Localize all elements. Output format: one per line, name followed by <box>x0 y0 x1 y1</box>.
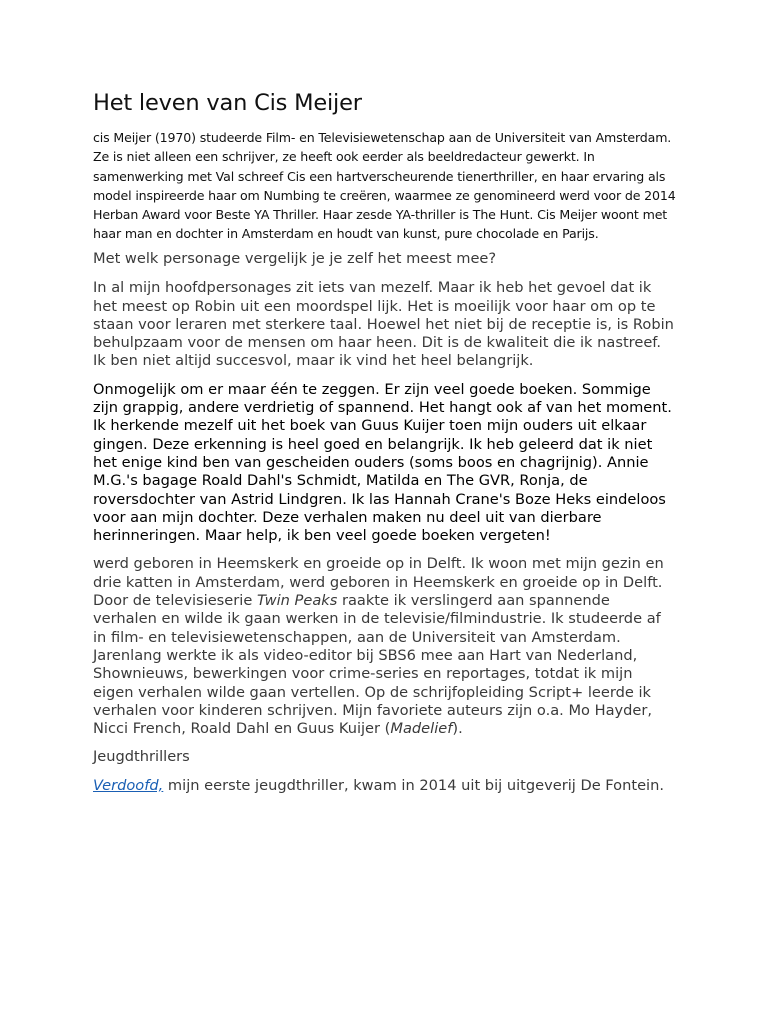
section-heading-jeugdthrillers: Jeugdthrillers <box>93 748 190 766</box>
author-bio-paragraph: cis Meijer (1970) studeerde Film- en Televisiewetenschap aan de Universiteit van Amsterdam. Ze is niet alleen een schrijver, ze heeft ook eerder als beeldredacteur gewerkt. In samenwerking met Val schreef Cis een hartverscheurende tienerthriller, en haar ervaring als model inspireerde haar om Numbing te creëren, waarmee ze genomineerd werd voor de 2014 Herban Award voor Beste YA Thriller. Haar zesde YA-thriller is The Hunt. Cis Meijer woont met haar man en dochter in Amsterdam en houdt van kunst, pure chocolade en Parijs. <box>93 130 676 242</box>
book-title: Madelief <box>390 720 453 738</box>
page-title: Het leven van Cis Meijer <box>93 90 362 116</box>
favorite-books-paragraph: Onmogelijk om er maar één te zeggen. Er zijn veel goede boeken. Sommige zijn grappig, andere verdrietig of spannend. Het hangt ook af van het moment. Ik herkende mezelf uit het boek van Guus Kuijer toen mijn ouders uit elkaar gingen. Deze erkenning is heel goed en belangrijk. Ik heb geleerd dat ik niet het enige kind ben van gescheiden ouders (soms boos en chagrijnig). Annie M.G.'s bagage Roald Dahl's Schmidt, Matilda en The GVR, Ronja, de roversdochter van Astrid Lindgren. Ik las Hannah Crane's Boze Heks eindeloos voor aan mijn dochter. Deze verhalen maken nu deel uit van dierbare herinneringen. Maar help, ik ben veel goede boeken vergeten! <box>93 380 672 545</box>
about-text-part3: ). <box>452 720 463 738</box>
first-thriller-paragraph <box>93 777 676 795</box>
first-thriller-text: mijn eerste jeugdthriller, kwam in 2014 uit bij uitgeverij De Fontein. <box>163 776 665 794</box>
about-text-part2: raakte ik verslingerd aan spannende verhalen en wilde ik gaan werken in de televisie/filmindustrie. Ik studeerde af in film- en televisiewetenschappen, aan de Universiteit van Amsterdam. Jarenlang werkte ik als video-editor bij SBS6 mee aan Hart van Nederland, Shownieuws, bewerkingen voor crime-series en reportages, totdat ik mijn eigen verhalen wilde gaan vertellen. Op de schrijfopleiding Script+ leerde ik verhalen voor kinderen schrijven. Mijn favoriete auteurs zijn o.a. Mo Hayder, Nicci French, Roald Dahl en Guus Kuijer ( <box>93 592 661 738</box>
series-title: Twin Peaks <box>256 592 338 610</box>
about-text-part1: werd geboren in Heemskerk en groeide op in Delft. Ik woon met mijn gezin en drie katten in Amsterdam, werd geboren in Heemskerk en groeide op in Delft. Door de televisieserie <box>93 555 664 610</box>
interview-answer-paragraph: In al mijn hoofdpersonages zit iets van mezelf. Maar ik heb het gevoel dat ik het meest op Robin uit een moordspel lijk. Het is moeilijk voor haar om op te staan voor leraren met sterkere taal. Hoewel het niet bij de receptie is, is Robin behulpzaam voor de mensen om haar heen. Dit is de kwaliteit die ik nastreef. Ik ben niet altijd succesvol, maar ik vind het heel belangrijk. <box>93 279 674 370</box>
verdoofd-link[interactable]: Verdoofd, <box>93 776 164 794</box>
interview-question: Met welk personage vergelijk je je zelf het meest mee? <box>93 249 497 267</box>
about-author-paragraph <box>93 555 676 738</box>
